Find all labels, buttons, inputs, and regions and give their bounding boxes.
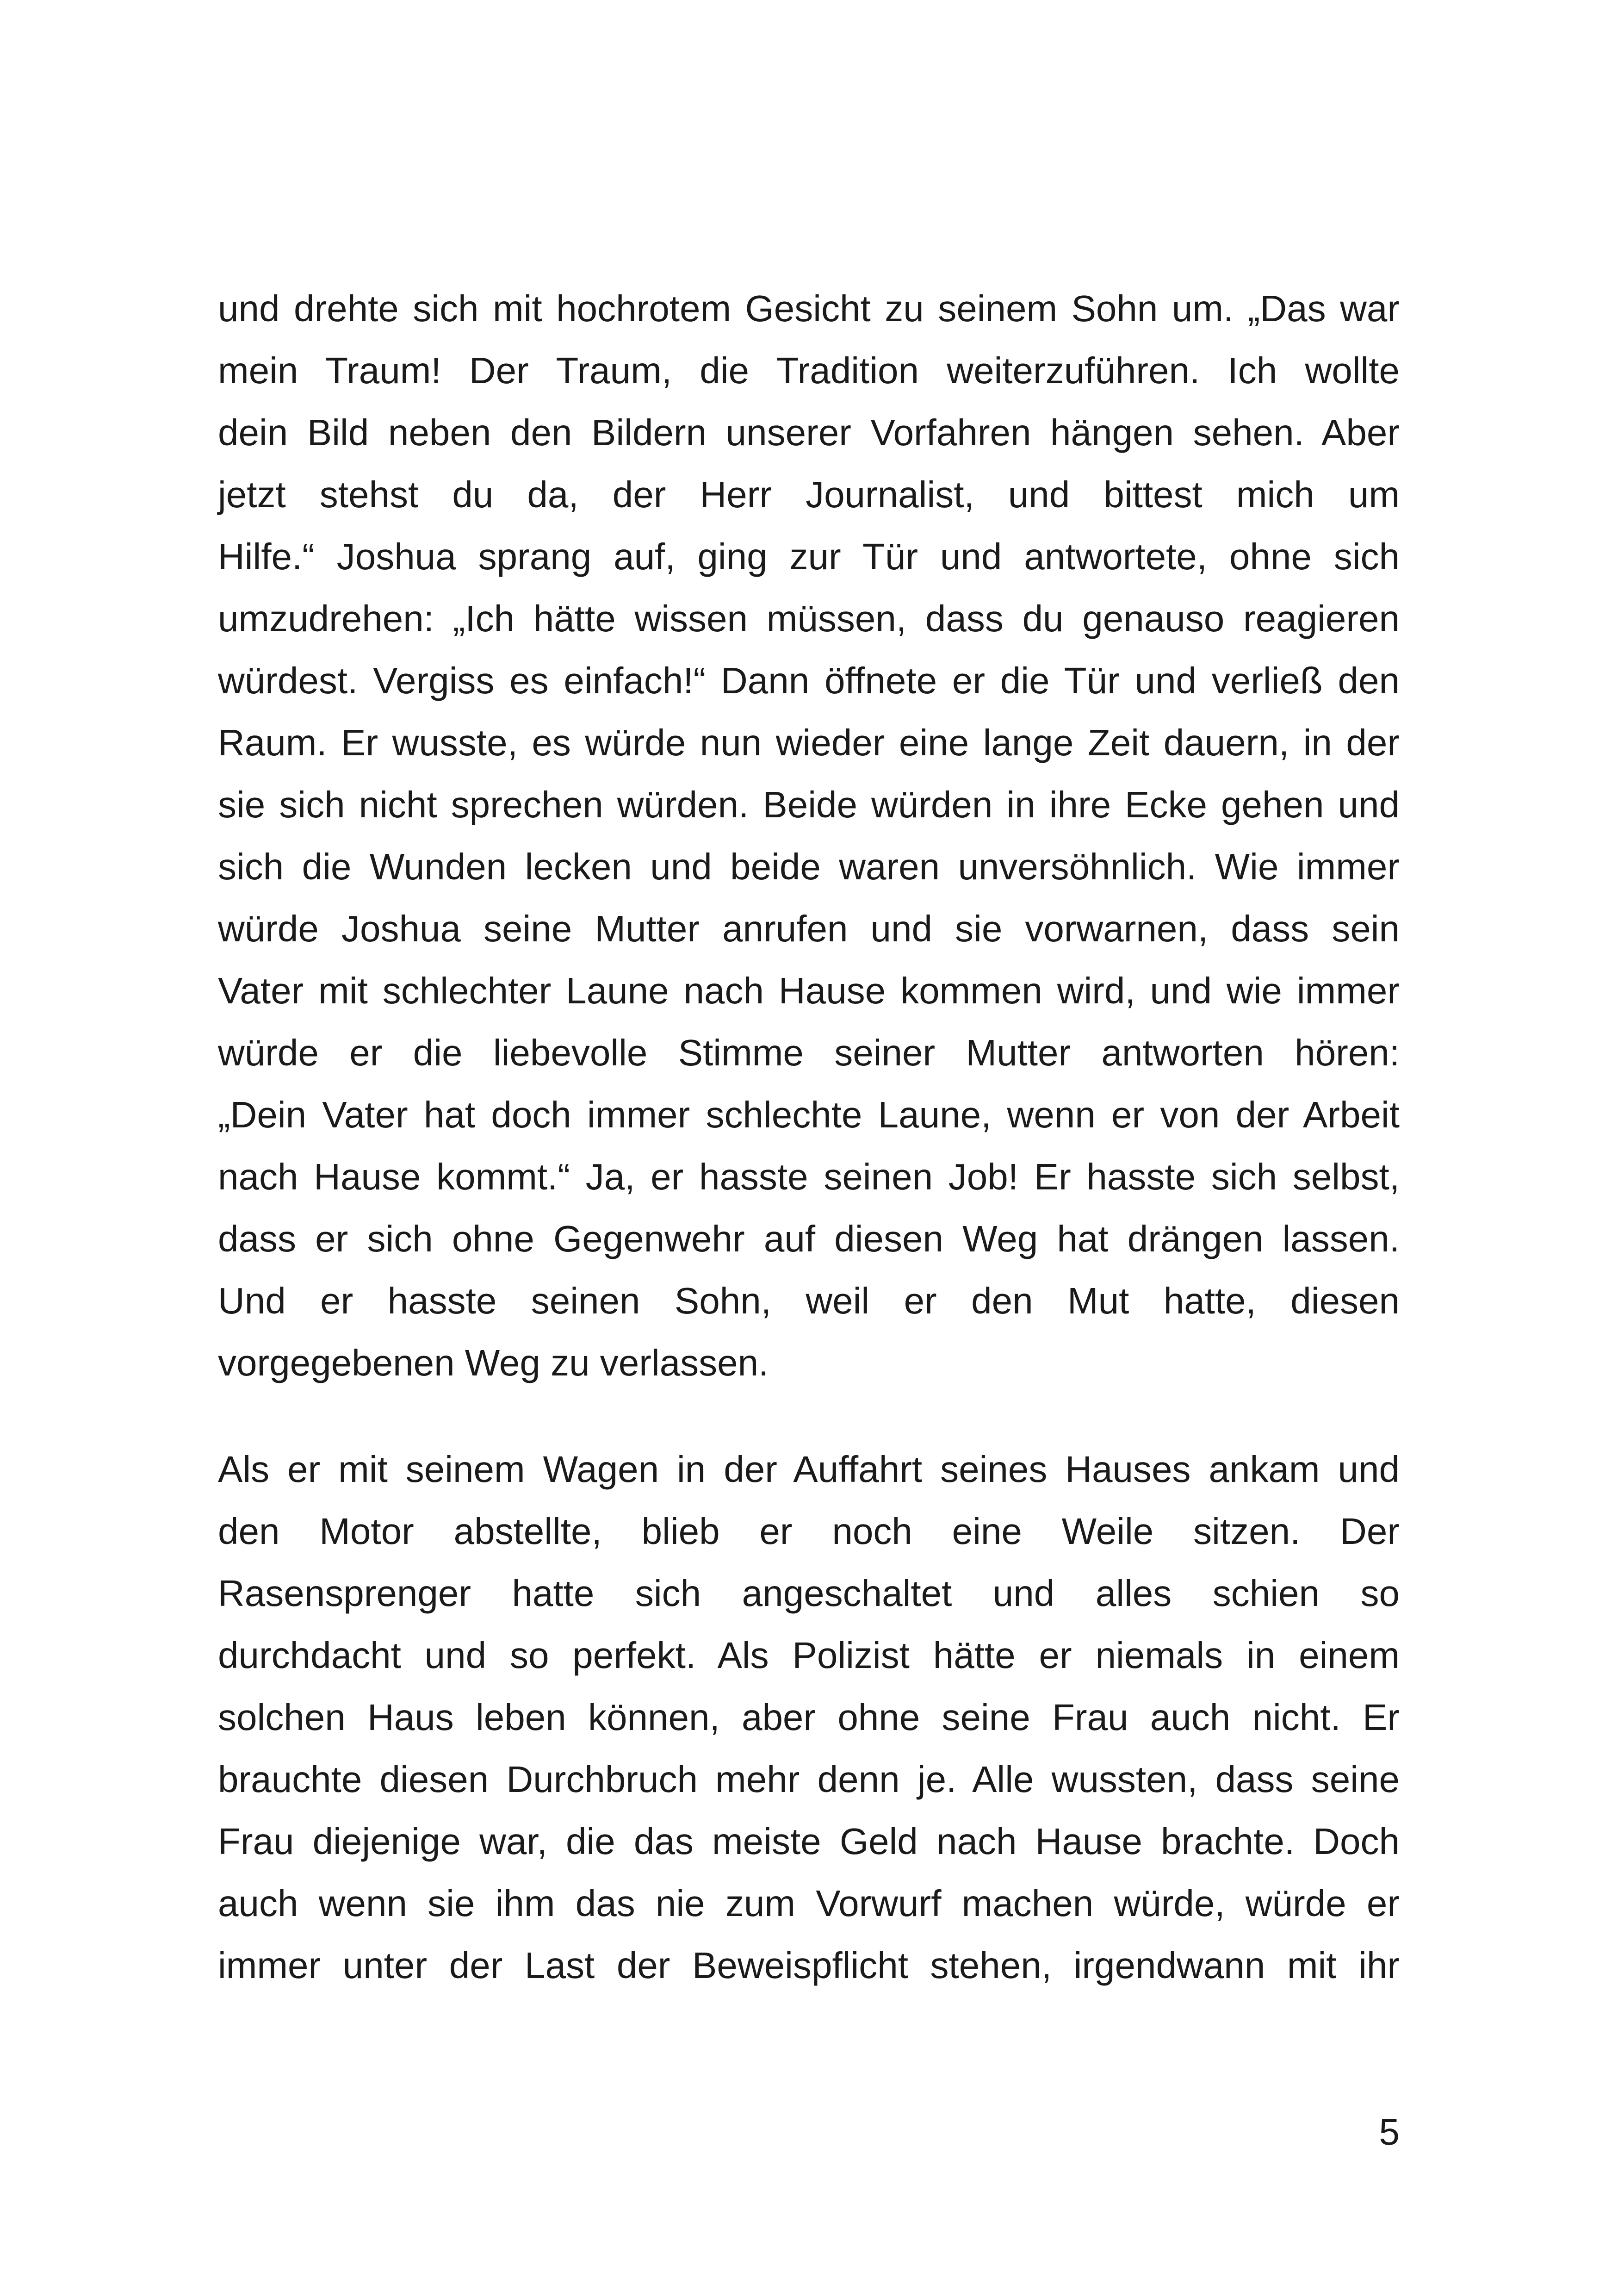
text-line: Hilfe.“ Joshua sprang auf, ging zur Tür und antwortete, ohne sich [218,536,1400,577]
text-line: umzudrehen: „Ich hätte wissen müssen, dass du genauso reagieren [218,598,1400,639]
text-line: mein Traum! Der Traum, die Tradition weiterzuführen. Ich wollte [218,350,1400,391]
text-line: würdest. Vergiss es einfach!“ Dann öffnete er die Tür und verließ den [218,660,1400,701]
text-line: Frau diejenige war, die das meiste Geld nach Hause brachte. Doch [218,1821,1400,1862]
text-line: nach Hause kommt.“ Ja, er hasste seinen Job! Er hasste sich selbst, [218,1156,1400,1197]
text-line: solchen Haus leben können, aber ohne seine Frau auch nicht. Er [218,1697,1400,1738]
text-line: immer unter der Last der Beweispflicht stehen, irgendwann mit ihr [218,1945,1400,1986]
text-line: sie sich nicht sprechen würden. Beide würden in ihre Ecke gehen und [218,784,1400,825]
text-line: durchdacht und so perfekt. Als Polizist hätte er niemals in einem [218,1635,1400,1676]
text-line: jetzt stehst du da, der Herr Journalist, und bittest mich um [218,474,1400,515]
text-line: sich die Wunden lecken und beide waren unversöhnlich. Wie immer [218,846,1400,887]
text-line: dein Bild neben den Bildern unserer Vorfahren hängen sehen. Aber [218,412,1400,453]
text-line: vorgegebenen Weg zu verlassen. [218,1342,769,1383]
text-line: und drehte sich mit hochrotem Gesicht zu seinem Sohn um. „Das war [218,288,1400,329]
text-line: auch wenn sie ihm das nie zum Vorwurf machen würde, würde er [218,1883,1400,1924]
text-line: Als er mit seinem Wagen in der Auffahrt seines Hauses ankam und [218,1449,1400,1490]
text-line: würde er die liebevolle Stimme seiner Mutter antworten hören: [218,1032,1400,1073]
text-line: Raum. Er wusste, es würde nun wieder eine lange Zeit dauern, in der [218,722,1400,763]
text-line: Und er hasste seinen Sohn, weil er den Mut hatte, diesen [218,1280,1400,1321]
text-line: den Motor abstellte, blieb er noch eine Weile sitzen. Der [218,1511,1400,1552]
text-line: Vater mit schlechter Laune nach Hause kommen wird, und wie immer [218,970,1400,1011]
text-line: brauchte diesen Durchbruch mehr denn je. Alle wussten, dass seine [218,1759,1400,1800]
page-number: 5 [1379,2111,1400,2153]
text-line: dass er sich ohne Gegenwehr auf diesen Weg hat drängen lassen. [218,1218,1400,1259]
text-line: würde Joshua seine Mutter anrufen und sie vorwarnen, dass sein [218,908,1400,949]
text-line: Rasensprenger hatte sich angeschaltet und alles schien so [218,1573,1400,1614]
text-line: „Dein Vater hat doch immer schlechte Laune, wenn er von der Arbeit [218,1094,1400,1135]
